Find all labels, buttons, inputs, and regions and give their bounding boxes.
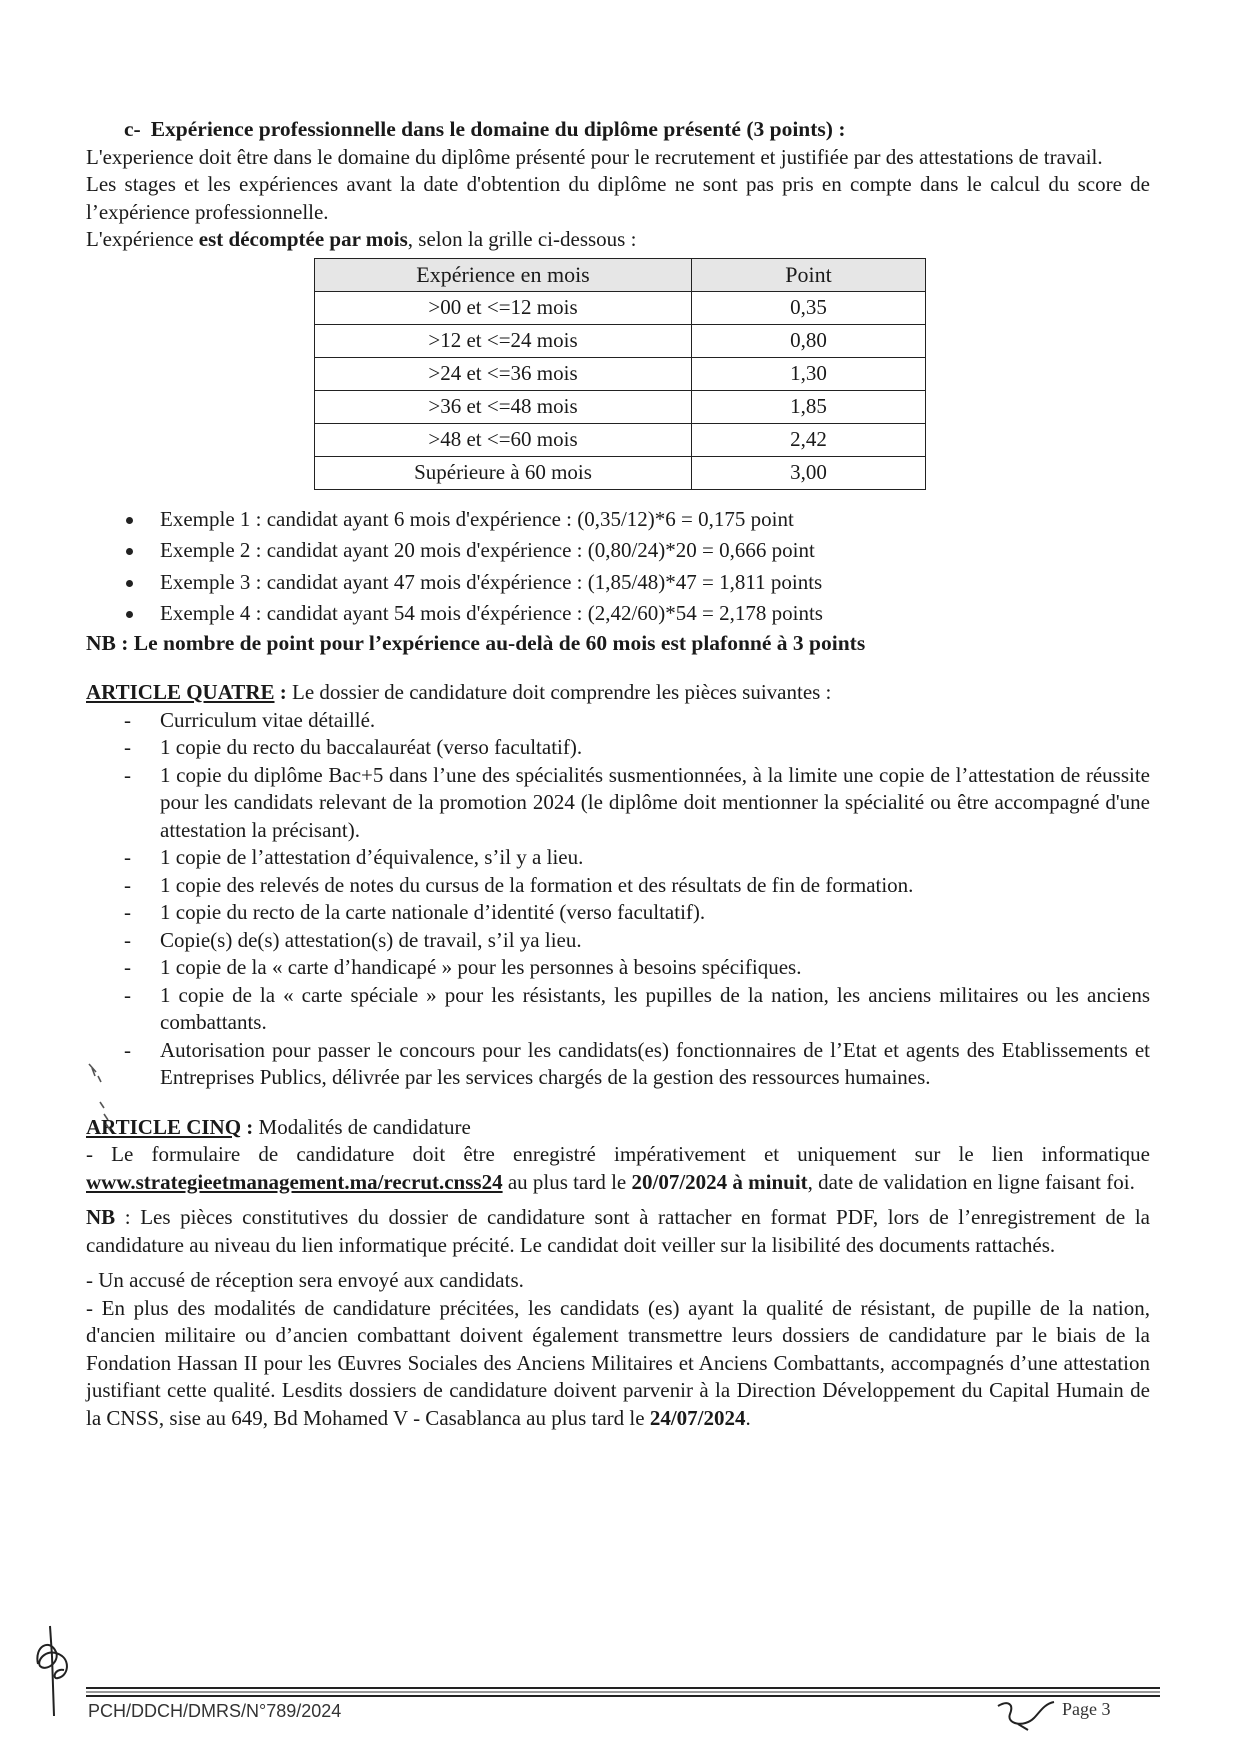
article5-sep: :: [241, 1114, 259, 1139]
article5-heading: [86, 1114, 1150, 1142]
list-item: - Autorisation pour passer le concours pour les candidats(es) fonctionnaires de l’Etat et agents des Etablissements et Entreprises Publics, délivrée par les services chargés de la gestion des ressources humaines.: [86, 1037, 1150, 1092]
para3-text: - En plus des modalités de candidature précitées, les candidats (es) ayant la qualité de résistant, de pupille de la nation, d'ancien militaire ou d’ancien combattant doivent également transmettre leurs dossiers de candidature par le biais de la Fondation Hassan II pour les Œuvres Sociales des Anciens Militaires et Anciens Combattants, accompagnés d’une attestation justifiant cette qualité. Lesdits dossiers de candidature doivent parvenir à la Direction Développement du Capital Humain de la CNSS, sise au 649, Bd Mohamed V - Casablanca au plus tard le: [86, 1295, 1150, 1430]
para3-bold: est décomptée par mois: [198, 227, 408, 251]
nb-text: : Les pièces constitutives du dossier de candidature sont à rattacher en format PDF, lors de l’enregistrement de la candidature au niveau du lien informatique précité. Le candidat doit veiller sur la lisibilité des documents rattachés.: [86, 1205, 1150, 1257]
article4-intro: Le dossier de candidature doit comprendre les pièces suivantes :: [292, 680, 832, 704]
list-item: Exemple 4 : candidat ayant 54 mois d'éxpérience : (2,42/60)*54 = 2,178 points: [86, 598, 1150, 630]
list-item: Exemple 2 : candidat ayant 20 mois d'expérience : (0,80/24)*20 = 0,666 point: [86, 535, 1150, 567]
list-item: - 1 copie de la « carte d’handicapé » pour les personnes à besoins spécifiques.: [86, 954, 1150, 982]
para1-mid: au plus tard le: [502, 1169, 632, 1194]
article5-intro: Modalités de candidature: [258, 1114, 471, 1139]
pen-marks: [86, 1062, 116, 1142]
examples-list: [86, 504, 1150, 630]
grid-cell-range: Supérieure à 60 mois: [315, 456, 692, 489]
page-number: Page 3: [1062, 1699, 1111, 1719]
para1-start: - Le formulaire de candidature doit être enregistré impérativement et uniquement sur le lien informatique: [86, 1142, 1150, 1166]
article4-title: ARTICLE QUATRE: [86, 680, 275, 704]
grid-cell-point: 0,35: [692, 291, 926, 324]
list-item: - 1 copie du recto de la carte nationale d’identité (verso facultatif).: [86, 899, 1150, 927]
grid-cell-point: 3,00: [692, 456, 926, 489]
article5-para3: [86, 1295, 1150, 1433]
table-row: [315, 357, 926, 390]
article5-para1: [86, 1141, 1150, 1196]
table-row: [315, 456, 926, 489]
list-item: - Curriculum vitae détaillé.: [86, 707, 1150, 735]
article5-title: ARTICLE CINQ: [86, 1114, 242, 1139]
article5-para2: - Un accusé de réception sera envoyé aux candidats.: [86, 1268, 524, 1292]
page-content: [86, 116, 1150, 1432]
grid-cell-point: 1,30: [692, 357, 926, 390]
grid-header-point: Point: [692, 258, 926, 291]
section-c-para2: Les stages et les expériences avant la date d'obtention du diplôme ne sont pas pris en compte dans le calcul du score de l’expérience professionnelle.: [86, 172, 1150, 224]
table-row: [315, 423, 926, 456]
list-item: - 1 copie de la « carte spéciale » pour les résistants, les pupilles de la nation, les anciens militaires ou les anciens combattants.: [86, 982, 1150, 1037]
grid-header-experience: Expérience en mois: [315, 258, 692, 291]
foundation-deadline-date: 24/07/2024: [649, 1405, 746, 1430]
grid-cell-point: 2,42: [692, 423, 926, 456]
grid-cell-range: >48 et <=60 mois: [315, 423, 692, 456]
table-row: [315, 390, 926, 423]
article4-list: [86, 707, 1150, 1092]
grid-cell-range: >12 et <=24 mois: [315, 324, 692, 357]
list-item: - 1 copie du diplôme Bac+5 dans l’une des spécialités susmentionnées, à la limite une copie de l’attestation de réussite pour les candidats relevant de la promotion 2024 (le diplôme doit mentionner la spécialité ou être accompagné d'une attestation la précisant).: [86, 762, 1150, 845]
article4-sep: :: [274, 680, 292, 704]
grid-header-row: [315, 258, 926, 291]
list-item: - 1 copie des relevés de notes du cursus de la formation et des résultats de fin de formation.: [86, 872, 1150, 900]
list-item: Exemple 1 : candidat ayant 6 mois d'expérience : (0,35/12)*6 = 0,175 point: [86, 504, 1150, 536]
article4-heading: [86, 679, 1150, 707]
signature-right-icon: [994, 1694, 1058, 1734]
grid-cell-range: >00 et <=12 mois: [315, 291, 692, 324]
grid-cell-point: 0,80: [692, 324, 926, 357]
deadline-date: 20/07/2024 à minuit: [631, 1169, 808, 1194]
para3-start: L'expérience: [86, 227, 199, 251]
grid-cell-range: >24 et <=36 mois: [315, 357, 692, 390]
section-c-heading: [124, 116, 1150, 144]
list-item: - Copie(s) de(s) attestation(s) de travail, s’il ya lieu.: [86, 927, 1150, 955]
application-link[interactable]: www.strategieetmanagement.ma/recrut.cnss24: [86, 1169, 503, 1194]
footer-reference: PCH/DDCH/DMRS/N°789/2024: [88, 1701, 342, 1721]
list-item: - 1 copie de l’attestation d’équivalence, s’il y a lieu.: [86, 844, 1150, 872]
section-c-para3: [86, 226, 1150, 254]
section-c-title: Expérience professionnelle dans le domaine du diplôme présenté (3 points) :: [150, 117, 846, 141]
table-row: [315, 324, 926, 357]
nb-cap-note: NB : Le nombre de point pour l’expérience au-delà de 60 mois est plafonné à 3 points: [86, 630, 866, 655]
para1-end: , date de validation en ligne faisant foi.: [807, 1169, 1135, 1194]
article5-nb: [86, 1204, 1150, 1259]
list-item: Exemple 3 : candidat ayant 47 mois d'éxpérience : (1,85/48)*47 = 1,811 points: [86, 567, 1150, 599]
section-c-para1: L'experience doit être dans le domaine du diplôme présenté pour le recrutement et justifiée par des attestations de travail.: [86, 144, 1103, 169]
grid-cell-range: >36 et <=48 mois: [315, 390, 692, 423]
para3-end: , selon la grille ci-dessous :: [407, 227, 637, 251]
table-row: [315, 291, 926, 324]
grid-cell-point: 1,85: [692, 390, 926, 423]
para3-end: .: [745, 1405, 751, 1430]
experience-grid-table: [314, 258, 926, 490]
signature-left-icon: [28, 1616, 88, 1726]
nb-label: NB: [86, 1205, 116, 1229]
section-c-label: c-: [124, 117, 141, 141]
list-item: - 1 copie du recto du baccalauréat (verso facultatif).: [86, 734, 1150, 762]
